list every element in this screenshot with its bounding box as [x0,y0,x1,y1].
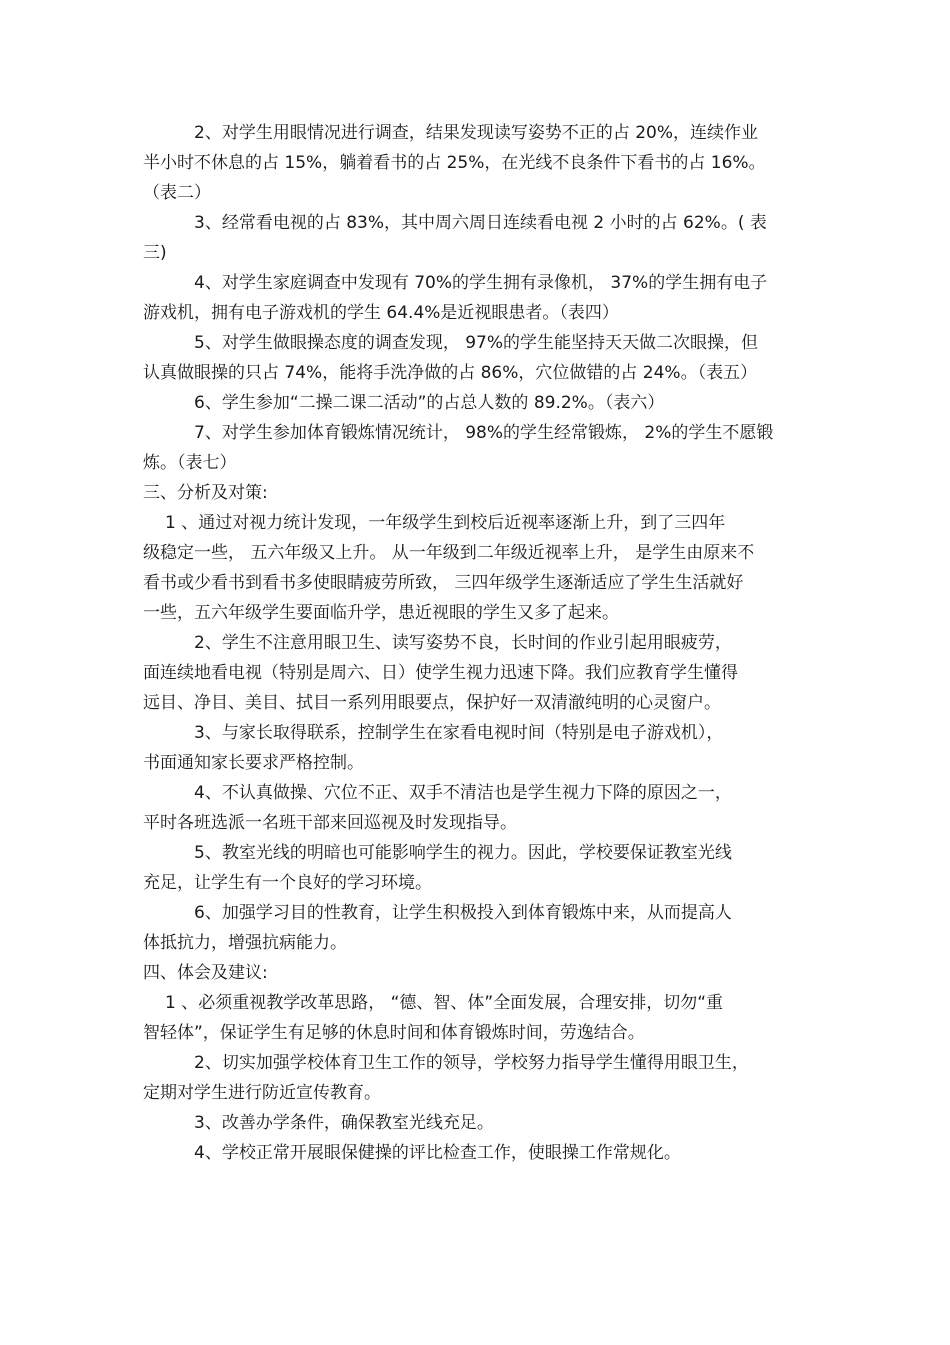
text-line: 2、切实加强学校体育卫生工作的领导，学校努力指导学生懂得用眼卫生， [194,1053,749,1073]
text-line: 6、加强学习目的性教育，让学生积极投入到体育锻炼中来，从而提高人 [194,903,732,923]
text-line: 4、对学生家庭调查中发现有 70%的学生拥有录像机， 37%的学生拥有电子 [194,273,768,293]
text-line: 3、改善办学条件，确保教室光线充足。 [194,1113,494,1133]
text-line: 1 、必须重视教学改革思路， “德、智、体”全面发展，合理安排，切勿“重 [165,993,724,1013]
text-line: 3、与家长取得联系，控制学生在家看电视时间（特别是电子游戏机）， [194,723,724,743]
text-line: 1 、通过对视力统计发现，一年级学生到校后近视率逐渐上升，到了三四年 [165,513,726,533]
text-line: 游戏机，拥有电子游戏机的学生 64.4%是近视眼患者。（表四） [143,303,619,323]
text-line: 体抵抗力，增强抗病能力。 [143,933,347,953]
text-line: 一些，五六年级学生要面临升学，患近视眼的学生又多了起来。 [143,603,619,623]
text-line: 4、学校正常开展眼保健操的评比检查工作，使眼操工作常规化。 [194,1143,681,1163]
text-line: 书面通知家长要求严格控制。 [143,753,364,773]
text-line: 2、对学生用眼情况进行调查，结果发现读写姿势不正的占 20%，连续作业 [194,123,759,143]
text-line: 2、学生不注意用眼卫生、读写姿势不良，长时间的作业引起用眼疲劳， [194,633,732,653]
text-line: 面连续地看电视（特别是周六、日）使学生视力迅速下降。我们应教育学生懂得 [143,663,738,683]
text-line: 四、体会及建议: [143,963,268,983]
text-line: 4、不认真做操、穴位不正、双手不清洁也是学生视力下降的原因之一， [194,783,732,803]
text-line: （表二） [143,183,211,203]
text-line: 充足，让学生有一个良好的学习环境。 [143,873,432,893]
text-line: 6、学生参加“二操二课二活动”的占总人数的 89.2%。（表六） [194,393,665,413]
text-line: 5、对学生做眼操态度的调查发现， 97%的学生能坚持天天做二次眼操，但 [194,333,759,353]
text-line: 半小时不休息的占 15%，躺着看书的占 25%，在光线不良条件下看书的占 16%。 [143,153,766,173]
text-line: 炼。（表七） [143,453,237,473]
text-line: 认真做眼操的只占 74%，能将手洗净做的占 86%，穴位做错的占 24%。（表五） [143,363,758,383]
text-line: 3、经常看电视的占 83%，其中周六周日连续看电视 2 小时的占 62%。( 表 [194,213,767,233]
text-line: 级稳定一些， 五六年级又上升。 从一年级到二年级近视率上升， 是学生由原来不 [143,543,755,563]
text-line: 5、教室光线的明暗也可能影响学生的视力。因此，学校要保证教室光线 [194,843,732,863]
text-line: 智轻体”，保证学生有足够的休息时间和体育锻炼时间，劳逸结合。 [143,1023,645,1043]
text-line: 看书或少看书到看书多使眼睛疲劳所致， 三四年级学生逐渐适应了学生生活就好 [143,573,744,593]
text-line: 三、分析及对策: [143,483,268,503]
text-line: 远目、净目、美目、拭目一系列用眼要点，保护好一双清澈纯明的心灵窗户。 [143,693,721,713]
text-line: 7、对学生参加体育锻炼情况统计， 98%的学生经常锻炼， 2%的学生不愿锻 [194,423,774,443]
text-line: 三) [143,243,167,263]
text-line: 定期对学生进行防近宣传教育。 [143,1083,381,1103]
document-body [143,118,808,1168]
text-line: 平时各班选派一名班干部来回巡视及时发现指导。 [143,813,517,833]
